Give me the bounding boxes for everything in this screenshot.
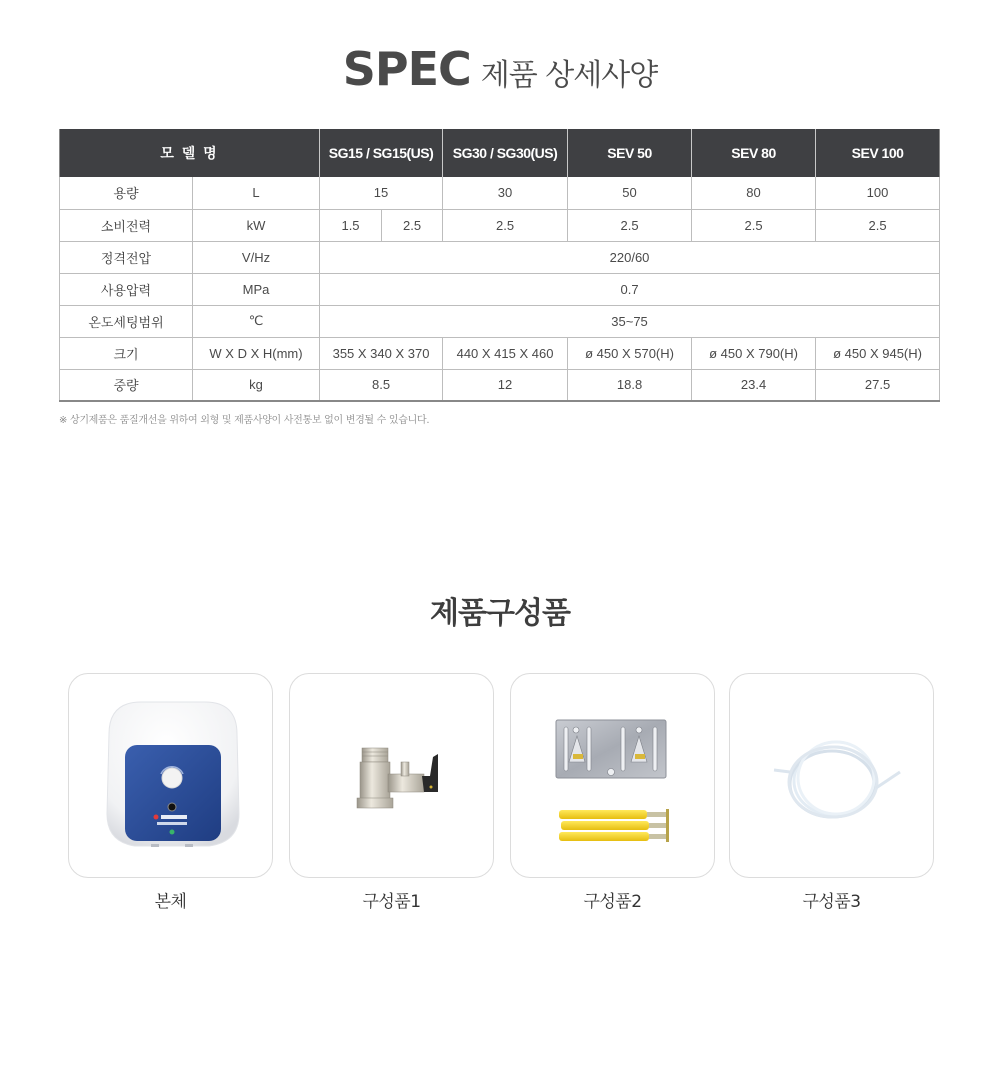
row-label: 소비전력 bbox=[60, 209, 193, 241]
header-model: SEV 80 bbox=[692, 129, 816, 177]
component-item-body bbox=[68, 673, 273, 912]
cell: 2.5 bbox=[816, 209, 940, 241]
component-caption: 본체 bbox=[154, 892, 187, 912]
cell: ø 450 X 570(H) bbox=[568, 337, 692, 369]
row-unit: kg bbox=[193, 369, 320, 401]
row-unit: ℃ bbox=[193, 305, 320, 337]
cell: 355 X 340 X 370 bbox=[320, 337, 443, 369]
row-label: 크기 bbox=[60, 337, 193, 369]
title-sub: 제품 상세사양 bbox=[480, 58, 658, 93]
row-unit: kW bbox=[193, 209, 320, 241]
row-label: 중량 bbox=[60, 369, 193, 401]
table-row-voltage bbox=[60, 241, 940, 273]
cell: 2.5 bbox=[382, 209, 443, 241]
cell: 440 X 415 X 460 bbox=[443, 337, 568, 369]
row-unit: W X D X H(mm) bbox=[193, 337, 320, 369]
spec-table bbox=[59, 129, 940, 402]
cell: 100 bbox=[816, 177, 940, 209]
drain-hose-icon bbox=[730, 674, 934, 878]
cell: 30 bbox=[443, 177, 568, 209]
cell: 80 bbox=[692, 177, 816, 209]
component-caption: 구성품1 bbox=[362, 892, 421, 912]
spec-header-row bbox=[60, 129, 940, 177]
cell: 1.5 bbox=[320, 209, 382, 241]
disclaimer-note: ※ 상기제품은 품질개선을 위하여 외형 및 제품사양이 사전통보 없이 변경될 수 있습니다. bbox=[59, 415, 430, 426]
table-row-temperature bbox=[60, 305, 940, 337]
table-row-power bbox=[60, 209, 940, 241]
component-image-card bbox=[729, 673, 934, 878]
cell: 2.5 bbox=[443, 209, 568, 241]
cell: 8.5 bbox=[320, 369, 443, 401]
component-item-bracket bbox=[510, 673, 715, 912]
cell: 18.8 bbox=[568, 369, 692, 401]
header-model-label: 모 델 명 bbox=[60, 129, 320, 177]
row-label: 사용압력 bbox=[60, 273, 193, 305]
row-unit: MPa bbox=[193, 273, 320, 305]
component-item-hose bbox=[729, 673, 934, 912]
table-row-size bbox=[60, 337, 940, 369]
cell: 2.5 bbox=[568, 209, 692, 241]
row-unit: V/Hz bbox=[193, 241, 320, 273]
cell-merged: 220/60 bbox=[320, 241, 940, 273]
component-image-card bbox=[289, 673, 494, 878]
cell: 23.4 bbox=[692, 369, 816, 401]
table-row-capacity bbox=[60, 177, 940, 209]
title-main: SPEC bbox=[342, 42, 471, 96]
row-label: 용량 bbox=[60, 177, 193, 209]
water-heater-body-icon bbox=[69, 674, 273, 878]
page-title bbox=[0, 42, 1000, 96]
cell: ø 450 X 945(H) bbox=[816, 337, 940, 369]
cell: 2.5 bbox=[692, 209, 816, 241]
row-label: 온도세팅범위 bbox=[60, 305, 193, 337]
component-caption: 구성품2 bbox=[583, 892, 642, 912]
component-image-card bbox=[510, 673, 715, 878]
header-model: SG30 / SG30(US) bbox=[443, 129, 568, 177]
component-item-valve bbox=[289, 673, 494, 912]
cell: 50 bbox=[568, 177, 692, 209]
cell-merged: 35~75 bbox=[320, 305, 940, 337]
cell-merged: 0.7 bbox=[320, 273, 940, 305]
cell: 12 bbox=[443, 369, 568, 401]
header-model: SEV 50 bbox=[568, 129, 692, 177]
cell: ø 450 X 790(H) bbox=[692, 337, 816, 369]
header-model: SG15 / SG15(US) bbox=[320, 129, 443, 177]
table-row-pressure bbox=[60, 273, 940, 305]
components-list bbox=[68, 673, 934, 913]
cell: 27.5 bbox=[816, 369, 940, 401]
component-caption: 구성품3 bbox=[802, 892, 861, 912]
table-row-weight bbox=[60, 369, 940, 401]
safety-valve-icon bbox=[290, 674, 494, 878]
row-unit: L bbox=[193, 177, 320, 209]
wall-bracket-icon bbox=[511, 674, 715, 878]
components-title: 제품구성품 bbox=[430, 596, 570, 631]
row-label: 정격전압 bbox=[60, 241, 193, 273]
component-image-card bbox=[68, 673, 273, 878]
header-model: SEV 100 bbox=[816, 129, 940, 177]
cell: 15 bbox=[320, 177, 443, 209]
